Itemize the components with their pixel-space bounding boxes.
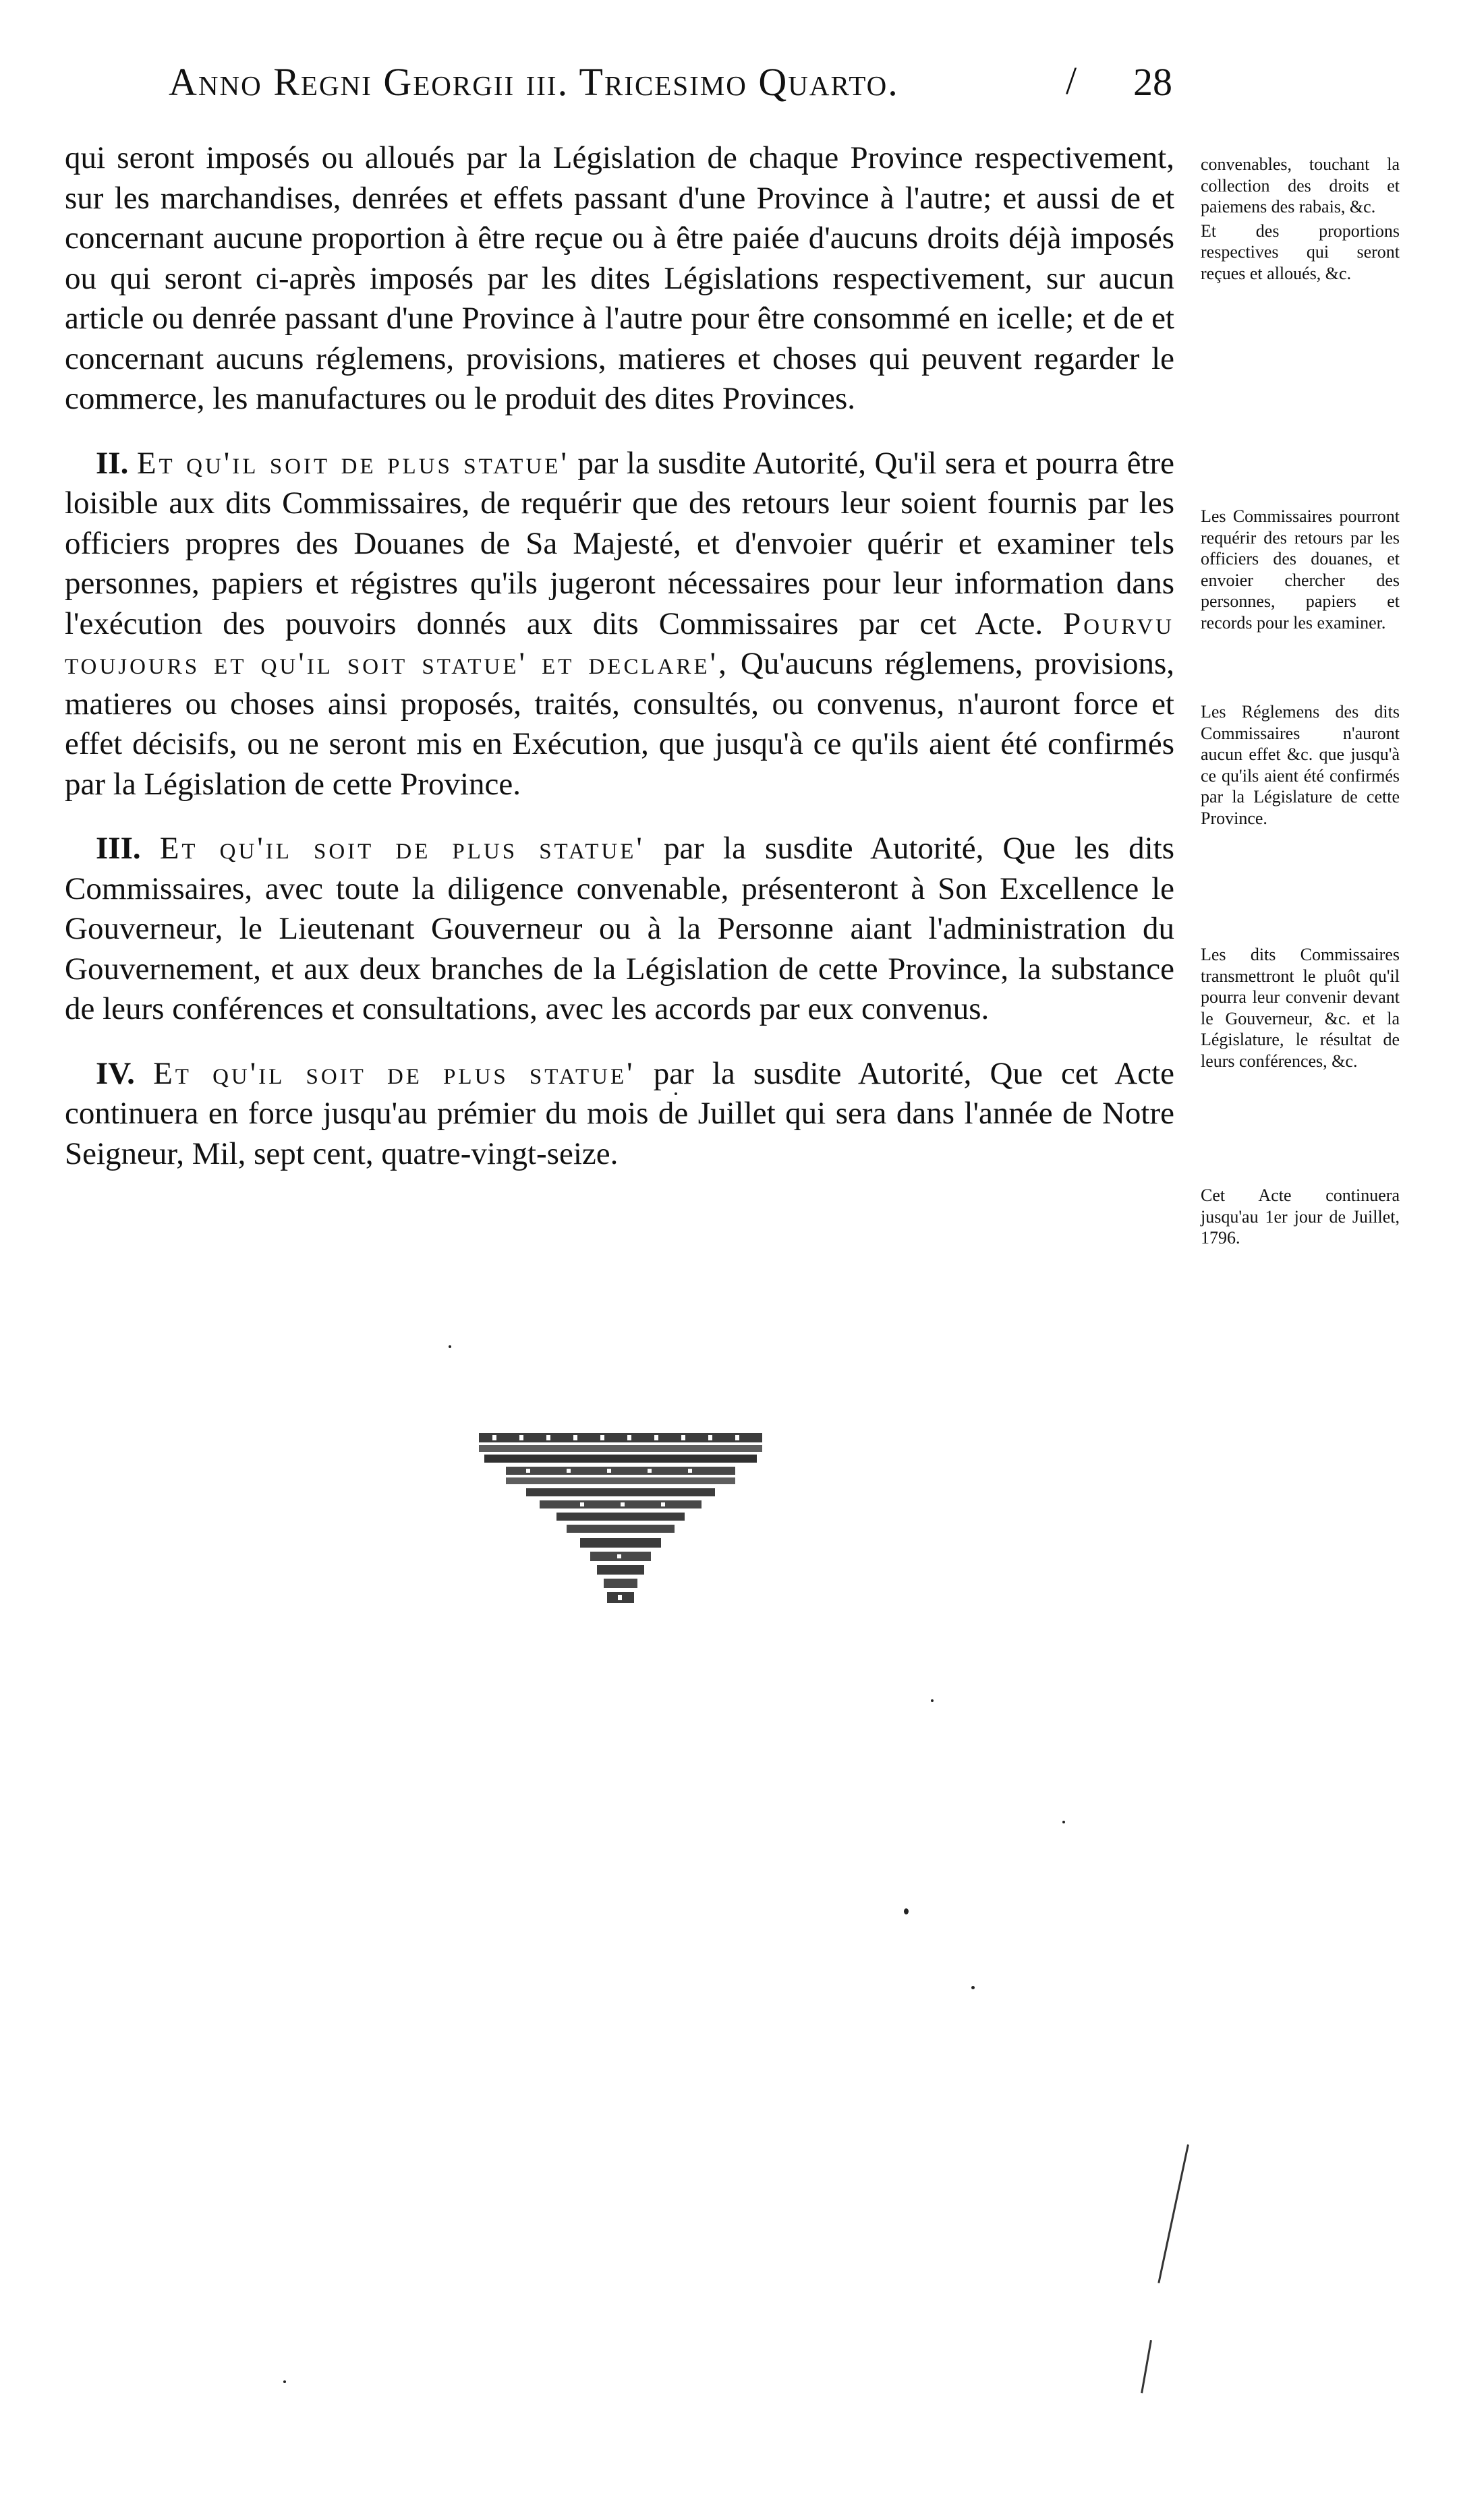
section-3	[65, 829, 1174, 1030]
running-head: Anno Regni Georgii iii. Tricesimo Quarto.	[169, 60, 899, 104]
section-2-text-continued: Qu'aucuns réglemens, provisions, matieres ou choses ainsi proposés, traités, consultés, ou convenus, n'auront force et effet décisifs, ou ne seront mis en Exécution, que jusqu'à ce qu'ils aient été confirmés par la Législation de cette Province.	[65, 646, 1174, 802]
margin-note-3	[1201, 701, 1400, 829]
margin-note-1b-text: Et des proportions respectives qui seront reçues et alloués, &c.	[1201, 221, 1400, 283]
margin-note-4-text: Les dits Commissaires transmettront le pluôt qu'il pourra leur convenir devant le Gouverneur, &c. et la Législature, le résultat de leurs conférences, &c.	[1201, 945, 1400, 1071]
section-3-enacting-clause: Et qu'il soit de plus statue'	[159, 831, 645, 866]
section-2	[65, 444, 1174, 805]
speck	[931, 1699, 934, 1702]
page-number: 28	[1133, 60, 1172, 104]
speck	[971, 1986, 975, 1989]
margin-note-3-text: Les Réglemens des dits Commissaires n'auront aucun effet &c. que jusqu'à ce qu'ils aient été confirmés par la Législature de cette Province.	[1201, 702, 1400, 828]
section-4	[65, 1054, 1174, 1175]
margin-note-2	[1201, 506, 1400, 633]
main-text	[65, 138, 1174, 1174]
section-4-number: IV.	[96, 1055, 135, 1091]
margin-note-5-text: Cet Acte continuera jusqu'au 1er jour de Juillet, 1796.	[1201, 1185, 1400, 1248]
section-2-text: par la susdite Autorité, Qu'il sera et pourra être loisible aux dits Commissaires, de requérir que des retours leur soient fournis par les officiers propres des Douanes de Sa Majesté, et d'envoier quérir et examiner tels personnes, papiers et régistres qu'ils jugeront nécessaires pour leur information dans l'exécution des pouvoirs donnés aux dits Commissaires par cet Acte.	[65, 445, 1175, 641]
slash-mark: /	[1066, 59, 1077, 102]
section-2-number: II.	[96, 445, 129, 481]
margin-note-5	[1201, 1185, 1400, 1249]
section-4-enacting-clause: Et qu'il soit de plus statue'	[153, 1055, 635, 1091]
printers-ornament	[479, 1433, 762, 1615]
speck	[904, 1908, 909, 1914]
margin-stroke	[1157, 2144, 1189, 2283]
section-3-number: III.	[96, 831, 141, 866]
section-2-enacting-clause: Et qu'il soit de plus statue'	[136, 445, 569, 481]
section-4-text: par la susdite Autorité, Que cet Acte continuera en force jusqu'au prémier du mois de Juillet qui sera dans l'année de Notre Seigneur, Mil, sept cent, quatre-vingt-seize.	[65, 1055, 1175, 1171]
speck	[283, 2380, 286, 2383]
speck	[675, 1092, 677, 1095]
margin-note-1-text: convenables, touchant la collection des droits et paiemens des rabais, &c.	[1201, 154, 1400, 216]
speck	[449, 1345, 451, 1348]
section-2-proviso: Pourvu toujours et qu'il soit statue' et declare',	[65, 606, 1175, 681]
speck	[1062, 1821, 1065, 1823]
margin-stroke	[1141, 2340, 1152, 2393]
margin-note-2-text: Les Commissaires pourront requérir des retours par les officiers des douanes, et envoier chercher des personnes, papiers et records pour les examiner.	[1201, 506, 1400, 633]
paragraph-continued: qui seront imposés ou alloués par la Législation de chaque Province respectivement, sur les marchandises, denrées et effets passant d'une Province à l'autre; et aussi de et concernant aucune proportion à être reçue ou à être paiée d'aucuns droits déjà imposés ou qui seront ci-après imposés par les dites Législations respectivement, sur aucun article ou denrée passant d'une Province à l'autre pour être consommé en icelle; et de et concernant aucuns réglemens, provisions, matieres et choses qui peuvent regarder le commerce, les manufactures ou le produit des dites Provinces.	[65, 140, 1174, 416]
section-3-text: par la susdite Autorité, Que les dits Commissaires, avec toute la diligence convenable, présenteront à Son Excellence le Gouverneur, le Lieutenant Gouverneur ou à la Personne aiant l'administration du Gouvernement, et aux deux branches de la Législation de cette Province, la substance de leurs conférences et consultations, avec les accords par eux convenus.	[65, 831, 1175, 1026]
margin-note-1	[1201, 154, 1400, 284]
margin-note-4	[1201, 944, 1400, 1072]
